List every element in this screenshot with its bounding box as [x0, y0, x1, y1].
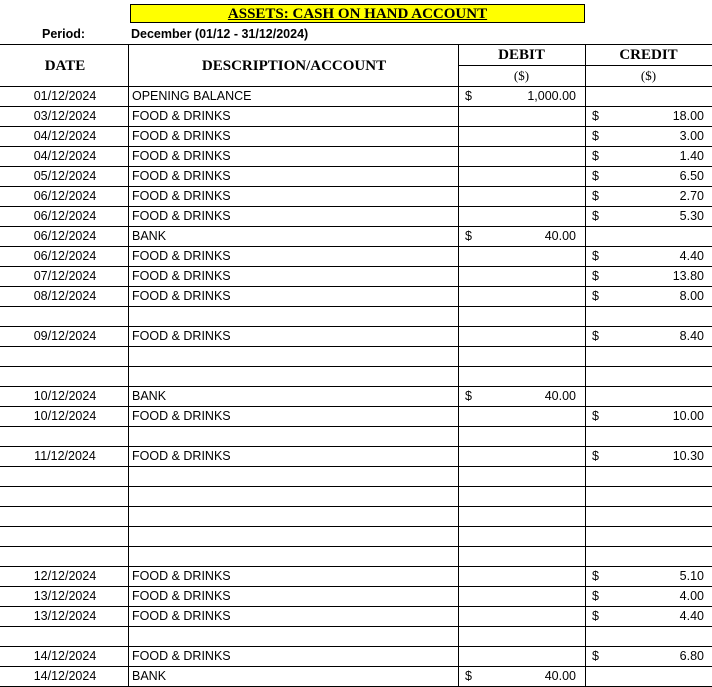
- row-description: FOOD & DRINKS: [132, 209, 231, 223]
- credit-amount: 6.80: [679, 649, 704, 663]
- row-date: 13/12/2024: [33, 589, 97, 603]
- row-description: FOOD & DRINKS: [132, 149, 231, 163]
- credit-currency-sign: $: [592, 249, 599, 263]
- row-description: FOOD & DRINKS: [132, 289, 231, 303]
- debit-amount: 40.00: [544, 389, 576, 403]
- date-header: DATE: [44, 58, 86, 74]
- credit-currency-sign: $: [592, 289, 599, 303]
- row-date: 14/12/2024: [33, 649, 97, 663]
- debit-currency-sign: $: [465, 669, 472, 683]
- credit-currency-sign: $: [592, 189, 599, 203]
- row-description: BANK: [132, 389, 167, 403]
- period-value: December (01/12 - 31/12/2024): [131, 27, 309, 41]
- row-description: FOOD & DRINKS: [132, 269, 231, 283]
- credit-currency-sign: $: [592, 409, 599, 423]
- row-description: OPENING BALANCE: [132, 89, 252, 103]
- row-description: FOOD & DRINKS: [132, 189, 231, 203]
- credit-currency-sign: $: [592, 129, 599, 143]
- row-date: 06/12/2024: [33, 189, 97, 203]
- row-description: FOOD & DRINKS: [132, 589, 231, 603]
- debit-amount: 40.00: [544, 229, 576, 243]
- row-divider: [0, 426, 712, 427]
- row-divider: [0, 526, 712, 527]
- row-date: 05/12/2024: [33, 169, 97, 183]
- row-date: 13/12/2024: [33, 609, 97, 623]
- credit-currency-sign: $: [592, 269, 599, 283]
- row-description: FOOD & DRINKS: [132, 109, 231, 123]
- row-date: 14/12/2024: [33, 669, 97, 683]
- row-description: FOOD & DRINKS: [132, 409, 231, 423]
- row-date: 04/12/2024: [33, 149, 97, 163]
- row-divider: [0, 366, 712, 367]
- credit-currency-sign: $: [592, 649, 599, 663]
- description-column-divider: [458, 44, 459, 686]
- row-date: 04/12/2024: [33, 129, 97, 143]
- row-date: 06/12/2024: [33, 249, 97, 263]
- row-description: FOOD & DRINKS: [132, 569, 231, 583]
- row-date: 01/12/2024: [33, 89, 97, 103]
- credit-currency-sign: $: [592, 609, 599, 623]
- credit-amount: 5.10: [679, 569, 704, 583]
- credit-amount: 6.50: [679, 169, 704, 183]
- credit-amount: 1.40: [679, 149, 704, 163]
- credit-currency-sign: $: [592, 149, 599, 163]
- row-divider: [0, 466, 712, 467]
- credit-amount: 8.40: [679, 329, 704, 343]
- header-top-line: [0, 44, 712, 45]
- credit-currency-sign: $: [592, 329, 599, 343]
- row-description: FOOD & DRINKS: [132, 649, 231, 663]
- row-divider: [0, 486, 712, 487]
- row-date: 09/12/2024: [33, 329, 97, 343]
- credit-currency-sign: $: [592, 589, 599, 603]
- credit-currency-sign: $: [592, 109, 599, 123]
- credit-amount: 18.00: [672, 109, 704, 123]
- debit-unit: ($): [513, 68, 530, 83]
- debit-amount: 40.00: [544, 669, 576, 683]
- row-date: 08/12/2024: [33, 289, 97, 303]
- row-description: FOOD & DRINKS: [132, 329, 231, 343]
- credit-amount: 4.00: [679, 589, 704, 603]
- credit-amount: 13.80: [672, 269, 704, 283]
- credit-header: CREDIT: [619, 47, 678, 63]
- debit-amount: 1,000.00: [527, 89, 576, 103]
- period-label: Period:: [42, 27, 86, 41]
- row-description: FOOD & DRINKS: [132, 129, 231, 143]
- debit-currency-sign: $: [465, 89, 472, 103]
- credit-amount: 3.00: [679, 129, 704, 143]
- credit-amount: 2.70: [679, 189, 704, 203]
- credit-amount: 8.00: [679, 289, 704, 303]
- row-description: FOOD & DRINKS: [132, 249, 231, 263]
- row-divider: [0, 306, 712, 307]
- debit-column-divider: [585, 44, 586, 686]
- row-divider: [0, 346, 712, 347]
- row-date: 06/12/2024: [33, 209, 97, 223]
- debit-header: DEBIT: [498, 47, 545, 63]
- credit-currency-sign: $: [592, 449, 599, 463]
- credit-currency-sign: $: [592, 209, 599, 223]
- credit-amount: 10.00: [672, 409, 704, 423]
- row-description: BANK: [132, 229, 167, 243]
- row-date: 07/12/2024: [33, 269, 97, 283]
- row-divider: [0, 626, 712, 627]
- row-date: 10/12/2024: [33, 389, 97, 403]
- row-description: FOOD & DRINKS: [132, 609, 231, 623]
- credit-amount: 5.30: [679, 209, 704, 223]
- row-divider: [0, 546, 712, 547]
- debit-currency-sign: $: [465, 229, 472, 243]
- row-date: 06/12/2024: [33, 229, 97, 243]
- credit-currency-sign: $: [592, 569, 599, 583]
- debit-currency-sign: $: [465, 389, 472, 403]
- description-header: DESCRIPTION/ACCOUNT: [201, 58, 387, 74]
- credit-amount: 4.40: [679, 249, 704, 263]
- row-description: FOOD & DRINKS: [132, 449, 231, 463]
- credit-unit: ($): [640, 68, 657, 83]
- credit-currency-sign: $: [592, 169, 599, 183]
- account-title: ASSETS: CASH ON HAND ACCOUNT: [130, 4, 585, 23]
- row-date: 11/12/2024: [34, 449, 96, 463]
- row-date: 03/12/2024: [33, 109, 97, 123]
- row-description: BANK: [132, 669, 167, 683]
- row-date: 10/12/2024: [33, 409, 97, 423]
- credit-amount: 4.40: [679, 609, 704, 623]
- row-date: 12/12/2024: [33, 569, 97, 583]
- row-divider: [0, 506, 712, 507]
- credit-amount: 10.30: [672, 449, 704, 463]
- row-description: FOOD & DRINKS: [132, 169, 231, 183]
